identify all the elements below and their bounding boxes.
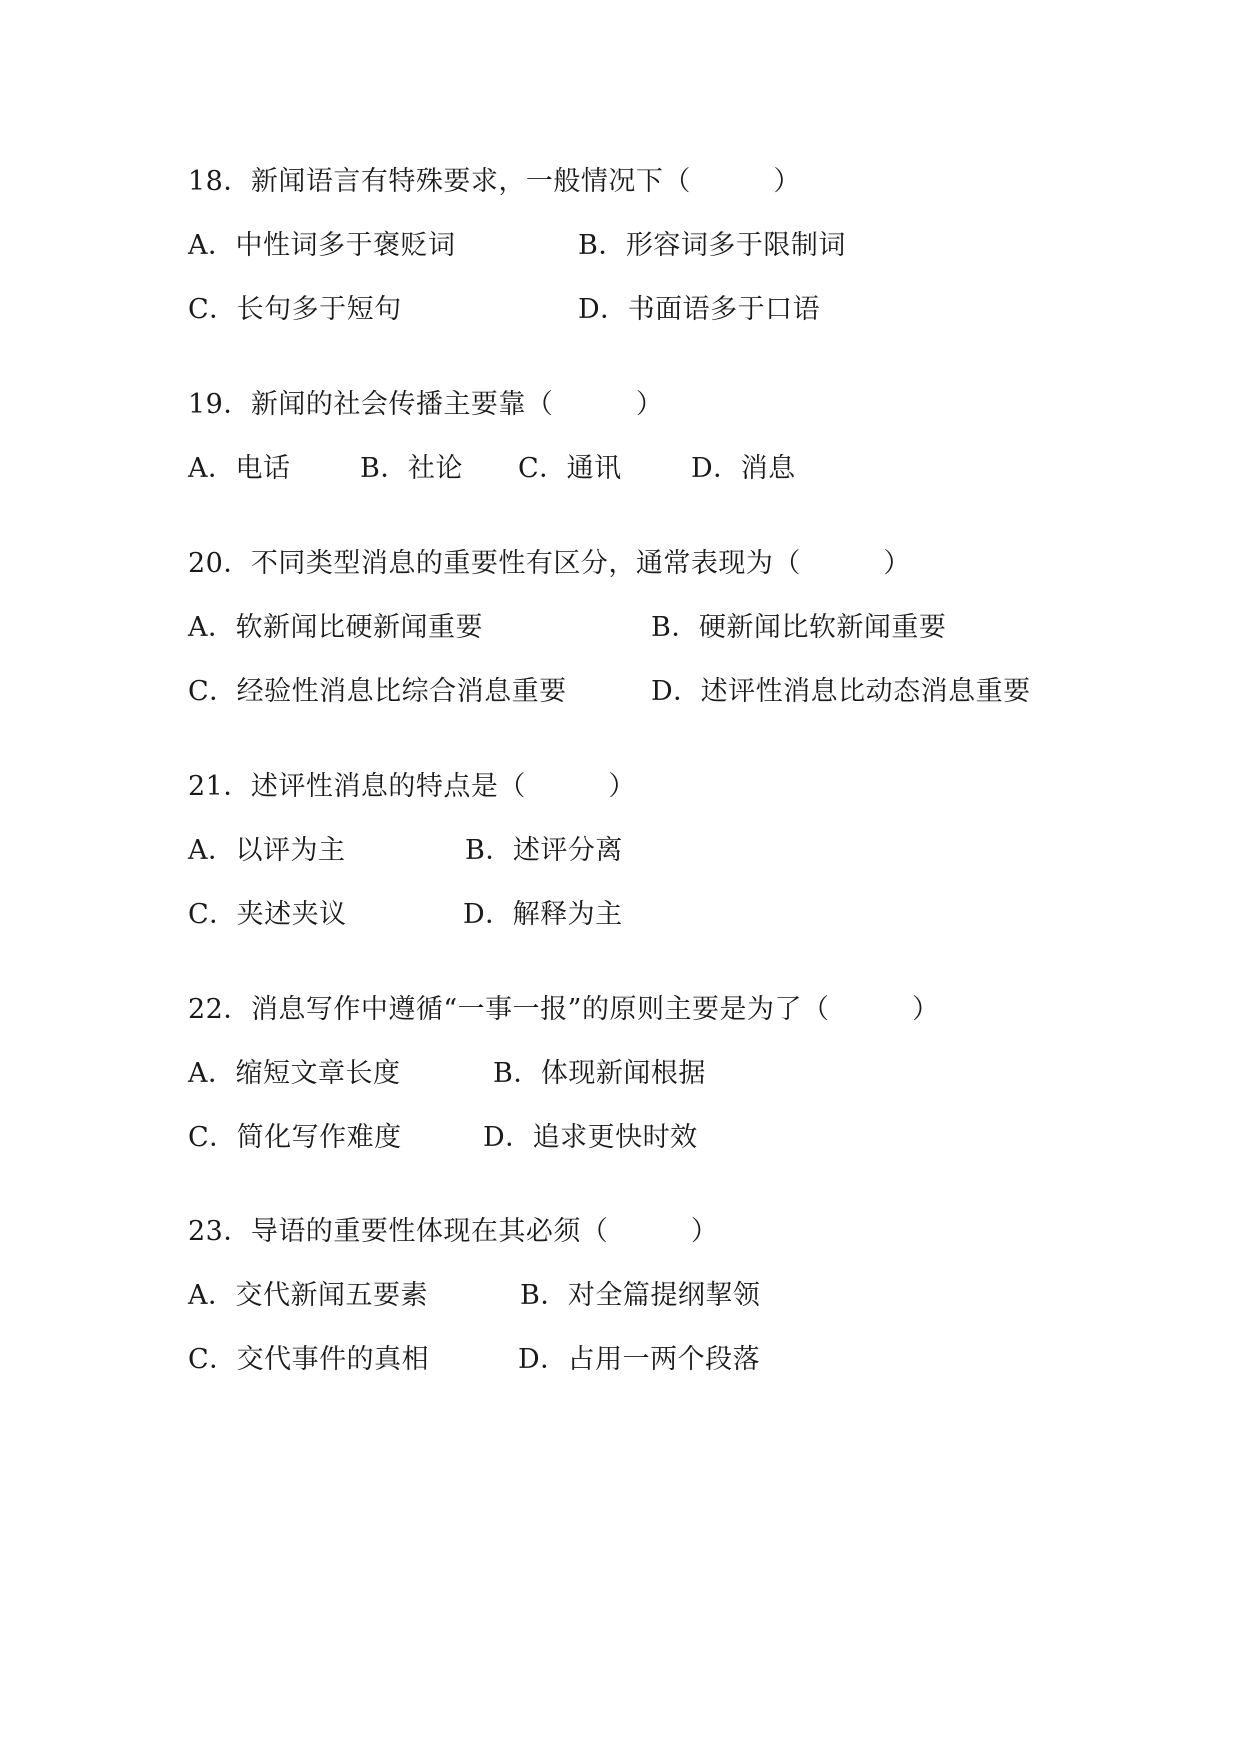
question-21-option-a: A．以评为主 <box>188 835 346 866</box>
question-20-stem: 20．不同类型消息的重要性有区分，通常表现为（ ） <box>188 548 911 579</box>
question-21-options-row-1 <box>188 831 623 871</box>
question-18-option-c: C．长句多于短句 <box>188 294 402 325</box>
question-19-stem: 19．新闻的社会传播主要靠（ ） <box>188 389 664 420</box>
question-19-option-c: C．通讯 <box>518 453 622 484</box>
question-23-option-c: C．交代事件的真相 <box>188 1344 430 1375</box>
question-18-options-row-2 <box>188 290 821 330</box>
question-18-option-b: B．形容词多于限制词 <box>578 230 846 261</box>
question-22-option-a: A．缩短文章长度 <box>188 1058 401 1089</box>
question-22-option-b: B．体现新闻根据 <box>493 1058 706 1089</box>
question-18-stem: 18．新闻语言有特殊要求，一般情况下（ ） <box>188 166 801 197</box>
question-21-options-row-2 <box>188 895 623 935</box>
question-18-option-d: D．书面语多于口语 <box>578 294 821 325</box>
question-20-option-a: A．软新闻比硬新闻重要 <box>188 612 483 643</box>
question-21-option-c: C．夹述夹议 <box>188 899 347 930</box>
question-23-options-row-2 <box>188 1340 761 1380</box>
question-20-option-c: C．经验性消息比综合消息重要 <box>188 676 567 707</box>
question-23-option-a: A．交代新闻五要素 <box>188 1280 428 1311</box>
question-23-option-d: D．占用一两个段落 <box>518 1344 761 1375</box>
question-21-stem: 21．述评性消息的特点是（ ） <box>188 771 636 802</box>
question-23-stem: 23．导语的重要性体现在其必须（ ） <box>188 1216 719 1247</box>
question-22-options-row-2 <box>188 1118 698 1158</box>
question-19-option-b: B．社论 <box>360 453 463 484</box>
question-23-option-b: B．对全篇提纲挈领 <box>520 1280 761 1311</box>
question-23-options-row-1 <box>188 1276 761 1316</box>
question-20-option-b: B．硬新闻比软新闻重要 <box>651 612 947 643</box>
question-20-option-d: D．述评性消息比动态消息重要 <box>651 676 1031 707</box>
question-22-option-c: C．简化写作难度 <box>188 1122 402 1153</box>
question-18-option-a: A．中性词多于褒贬词 <box>188 230 456 261</box>
question-21-option-b: B．述评分离 <box>465 835 623 866</box>
question-22-option-d: D．追求更快时效 <box>483 1122 698 1153</box>
question-20-options-row-1 <box>188 608 947 648</box>
question-19-option-d: D．消息 <box>691 453 796 484</box>
question-18-options-row-1 <box>188 226 846 266</box>
question-22-options-row-1 <box>188 1054 706 1094</box>
question-19-options-row <box>188 449 796 489</box>
question-22-stem: 22．消息写作中遵循“一事一报”的原则主要是为了（ ） <box>188 994 940 1025</box>
question-20-options-row-2 <box>188 672 1031 712</box>
question-21-option-d: D．解释为主 <box>463 899 623 930</box>
question-19-option-a: A．电话 <box>188 453 291 484</box>
